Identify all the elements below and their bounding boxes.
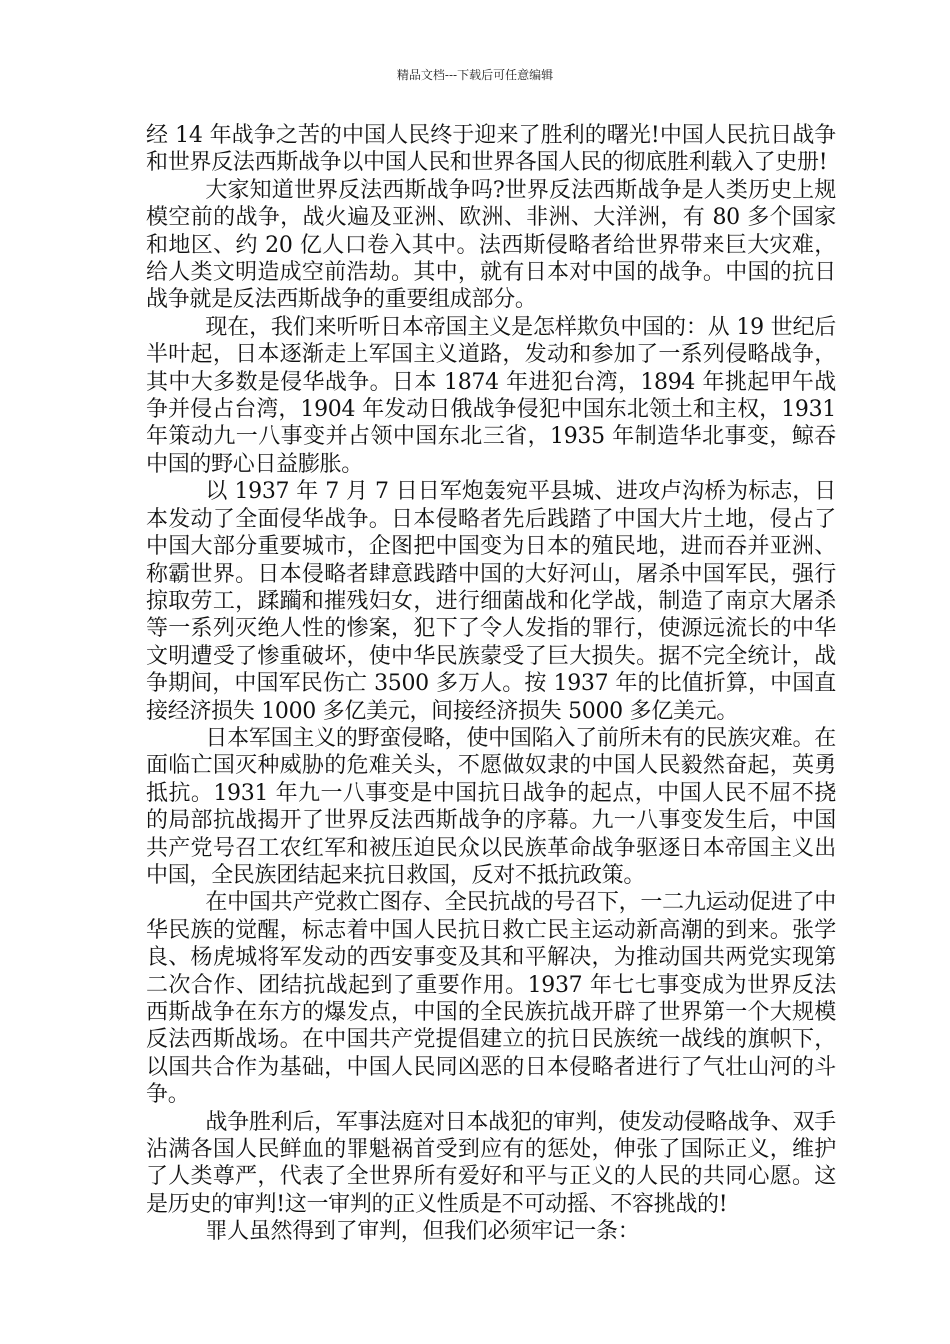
paragraph-1: 经 14 年战争之苦的中国人民终于迎来了胜利的曙光!中国人民抗日战争和世界反法西斯战争以中国人民和世界各国人民的彻底胜利载入了史册! <box>146 123 836 176</box>
paragraph-6: 在中国共产党救亡图存、全民抗战的号召下，一二九运动促进了中华民族的觉醒，标志着中国人民抗日救亡民主运动新高潮的到来。张学良、杨虎城将军发动的西安事变及其和平解决，为推动国共两党实现第二次合作、团结抗战起到了重要作用。1937 年七七事变成为世界反法西斯战争在东方的爆发点，中国的全民族抗战开辟了世界第一个大规模反法西斯战场。在中国共产党提倡建立的抗日民族统一战线的旗帜下，以国共合作为基础，中国人民同凶恶的日本侵略者进行了气壮山河的斗争。 <box>146 890 836 1108</box>
paragraph-2: 大家知道世界反法西斯战争吗?世界反法西斯战争是人类历史上规模空前的战争，战火遍及亚洲、欧洲、非洲、大洋洲，有 80 多个国家和地区、约 20 亿人口卷入其中。法西斯侵略者给世界带来巨大灾难，给人类文明造成空前浩劫。其中，就有日本对中国的战争。中国的抗日战争就是反法西斯战争的重要组成部分。 <box>146 177 836 313</box>
paragraph-3: 现在，我们来听听日本帝国主义是怎样欺负中国的：从 19 世纪后半叶起，日本逐渐走上军国主义道路，发动和参加了一系列侵略战争，其中大多数是侵华战争。日本 1874 年进犯台湾，1894 年挑起甲午战争并侵占台湾，1904 年发动日俄战争侵犯中国东北领土和主权，1931 年策动九一八事变并占领中国东北三省，1935 年制造华北事变，鲸吞中国的野心日益膨胀。 <box>146 314 836 477</box>
paragraph-4: 以 1937 年 7 月 7 日日军炮轰宛平县城、进攻卢沟桥为标志，日本发动了全面侵华战争。日本侵略者先后践踏了中国大片土地，侵占了中国大部分重要城市，企图把中国变为日本的殖民地，进而吞并亚洲、称霸世界。日本侵略者肆意践踏中国的大好河山，屠杀中国军民，强行掠取劳工，蹂躏和摧残妇女，进行细菌战和化学战，制造了南京大屠杀等一系列灭绝人性的惨案，犯下了令人发指的罪行，使源远流长的中华文明遭受了惨重破坏，使中华民族蒙受了巨大损失。据不完全统计，战争期间，中国军民伤亡 3500 多万人。按 1937 年的比值折算，中国直接经济损失 1000 多亿美元，间接经济损失 5000 多亿美元。 <box>146 479 836 724</box>
paragraph-7: 战争胜利后，军事法庭对日本战犯的审判，使发动侵略战争、双手沾满各国人民鲜血的罪魁祸首受到应有的惩处，伸张了国际正义，维护了人类尊严，代表了全世界所有爱好和平与正义的人民的共同心愿。这是历史的审判!这一审判的正义性质是不可动摇、不容挑战的! <box>146 1109 836 1217</box>
page-header: 精品文档---下载后可任意编辑 <box>396 68 554 82</box>
paragraph-8: 罪人虽然得到了审判，但我们必须牢记一条： <box>205 1219 640 1245</box>
document-body <box>146 122 836 1246</box>
paragraph-5: 日本军国主义的野蛮侵略，使中国陷入了前所未有的民族灾难。在面临亡国灭种威胁的危难关头，不愿做奴隶的中国人民毅然奋起，英勇抵抗。1931 年九一八事变是中国抗日战争的起点，中国人民不屈不挠的局部抗战揭开了世界反法西斯战争的序幕。九一八事变发生后，中国共产党号召工农红军和被压迫民众以民族革命战争驱逐日本帝国主义出中国，全民族团结起来抗日救国，反对不抵抗政策。 <box>146 725 836 888</box>
